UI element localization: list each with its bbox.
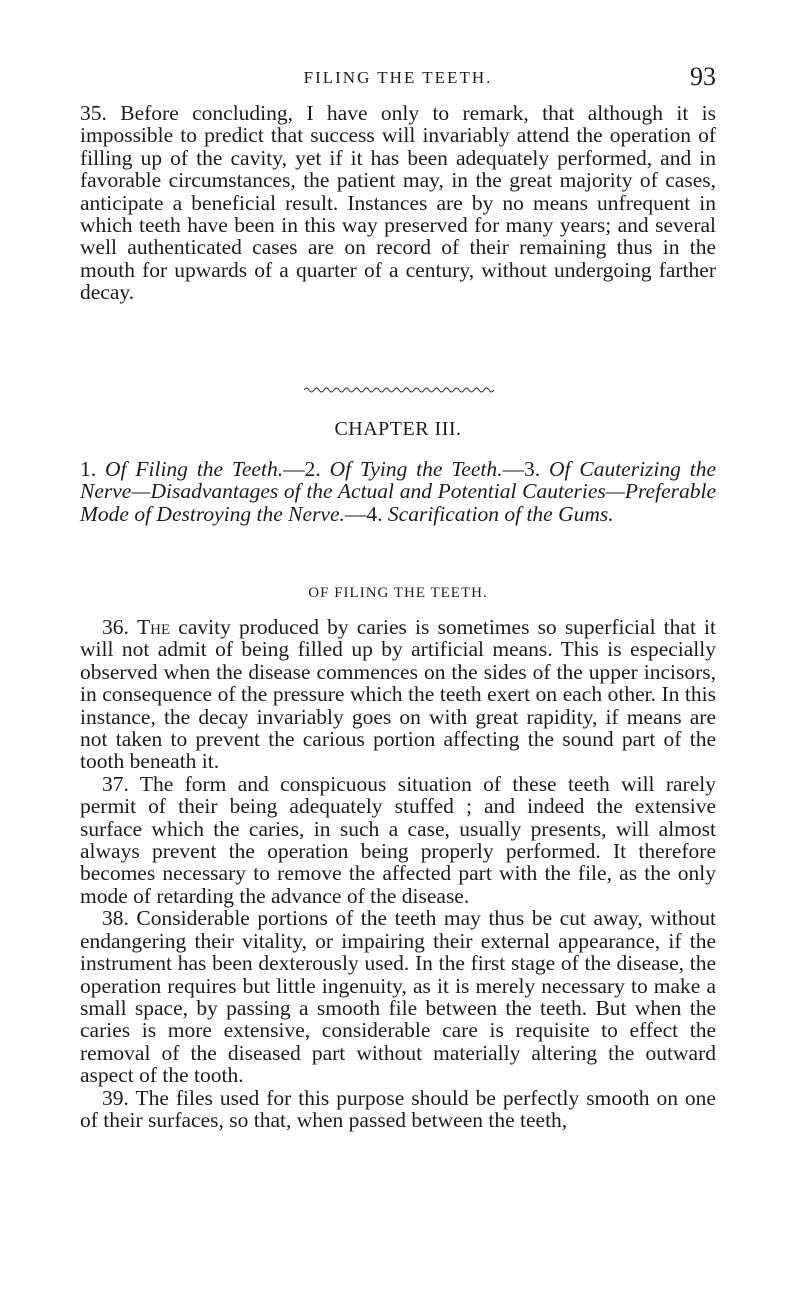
running-title: FILING THE TEETH. <box>303 68 493 87</box>
paragraph-38 <box>80 907 716 1086</box>
contents-item: Of Tying the Teeth. <box>329 457 503 481</box>
chapter-title: CHAPTER III. <box>334 418 462 440</box>
paragraph-lead-word: The <box>137 615 171 639</box>
paragraph-number: 39. <box>102 1085 129 1110</box>
paragraph-37 <box>80 773 716 907</box>
paragraph-35 <box>80 102 716 304</box>
paragraph-number: 35. <box>80 101 107 125</box>
paragraph-number: 37. <box>102 771 129 796</box>
paragraph-text: Before concluding, I have only to remark, that although it is impossible to predict that success will invariably attend the operation of filling up of the cavity, yet if it has been adequately performed, and in favorable circumstances, the patient may, in the great majority of cases, anticipate a beneficial result. Instances are by no means unfrequent in which teeth have been in this way preserved for many years; and several well authenticated cases are on record of their remaining thus in the mouth for upwards of a quarter of a century, without undergoing farther decay. <box>80 101 716 305</box>
paragraph-text: Considerable portions of the teeth may thus be cut away, without endangering their vitality, or impairing their external appearance, if the instrument has been dexterously used. In the first stage of the disease, the operation requires but little ingenuity, as it is merely necessary to make a small space, by passing a smooth file between the teeth. But when the caries is more extensive, considerable care is requisite to effect the removal of the diseased part without materially altering the outward aspect of the tooth. <box>80 906 717 1088</box>
chapter-contents <box>80 458 716 525</box>
contents-item: Scarification of the Gums. <box>387 501 614 526</box>
contents-item: Of Filing the Teeth. <box>105 457 284 481</box>
section-body <box>80 616 716 1131</box>
contents-number: 1. <box>80 457 97 481</box>
contents-number: —3. <box>502 457 541 481</box>
paragraph-text: cavity produced by caries is sometimes so superficial that it will not admit of being filled up by artificial means. This is especially observed when the disease commences on the sides of the upper incisors, in consequence of the pressure which the teeth exert on each other. In this instance, the decay invariably goes on with great rapidity, if means are not taken to prevent the carious portion affecting the sound part of the tooth beneath it. <box>80 615 717 774</box>
paragraph-number: 38. <box>102 906 129 931</box>
ornamental-rule <box>304 386 494 394</box>
running-head <box>80 62 716 92</box>
contents-number: —2. <box>283 457 321 481</box>
paragraph-text: The files used for this purpose should be perfectly smooth on one of their surfaces, so that, when passed between the teeth, <box>80 1085 716 1132</box>
page-number: 93 <box>690 62 716 91</box>
paragraph-39 <box>80 1087 716 1132</box>
paragraph-36 <box>80 616 716 773</box>
paragraph-text: The form and conspicuous situation of these teeth will rarely permit of their being adequately stuffed ; and indeed the extensive surface which the caries, in such a case, usually presents, will almost always prevent the operation being properly performed. It therefore becomes necessary to remove the affected part with the file, as the only mode of retarding the advance of the disease. <box>80 771 716 908</box>
section-title: OF FILING THE TEETH. <box>308 585 488 601</box>
contents-number: —4. <box>344 501 383 526</box>
paragraph-number: 36. <box>102 615 129 639</box>
contents-item: Of Cauterizing the Nerve—Disadvantages of the Actual and Potential Cauteries—Preferable Mode of Destroying the Nerve. <box>80 457 717 526</box>
